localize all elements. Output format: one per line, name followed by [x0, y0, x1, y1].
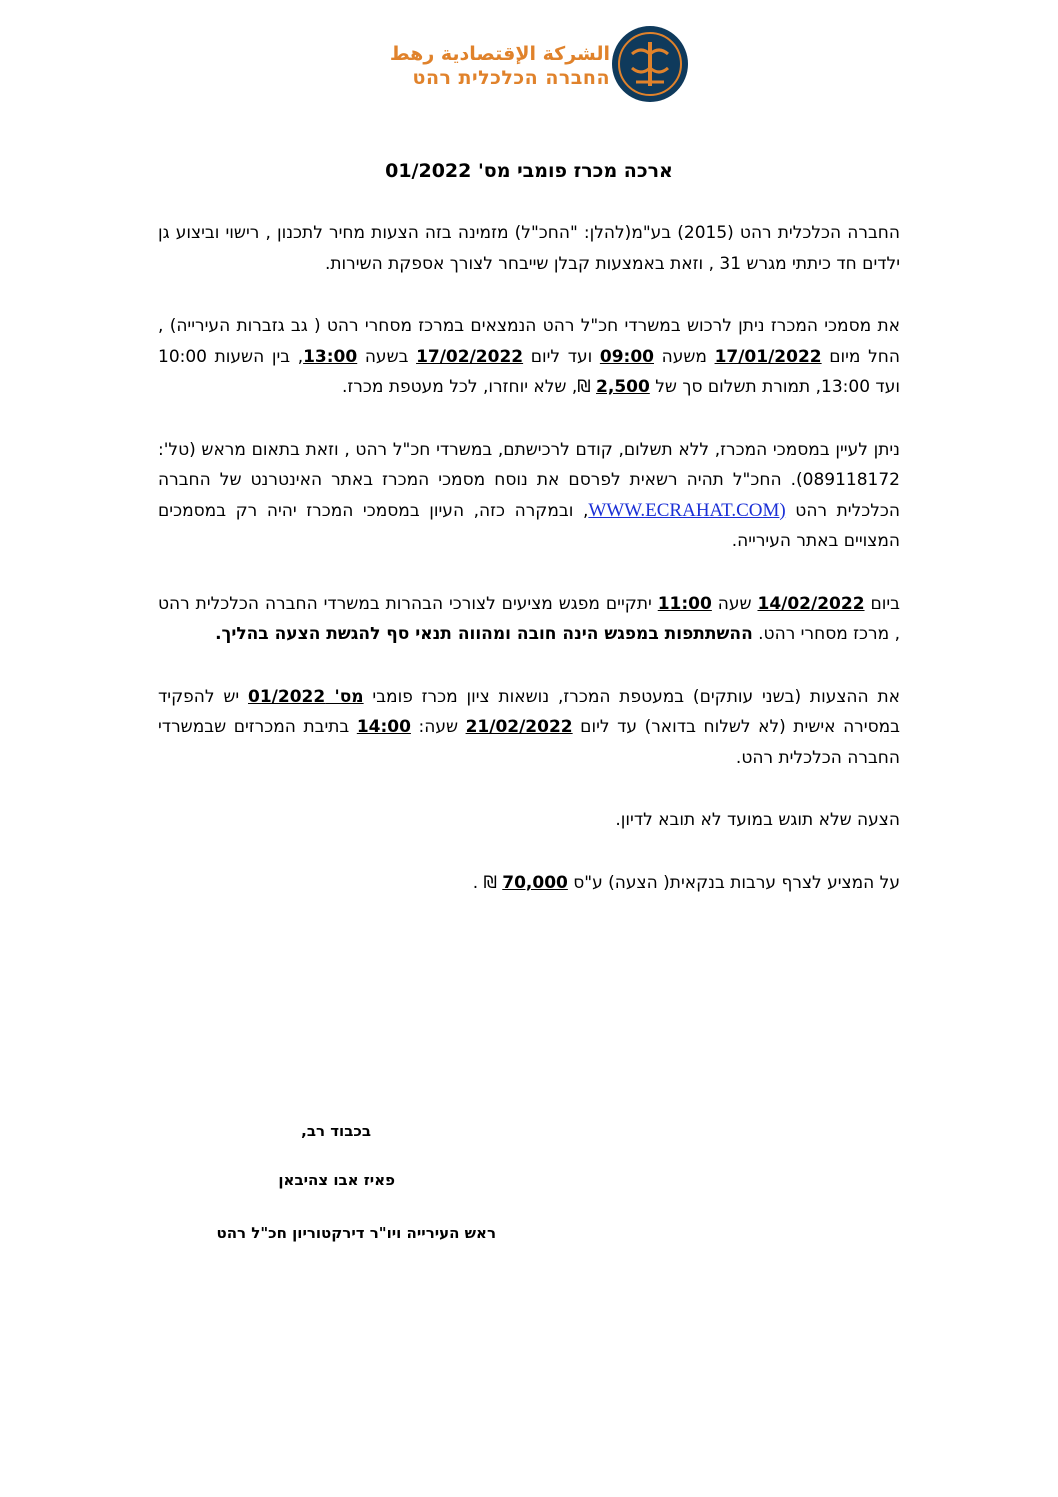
text: , ובמקרה כזה, העיון במסמכי המכרז יהיה רק במסמכים המצויים באתר העירייה.	[158, 500, 900, 551]
text: שעה	[711, 593, 758, 614]
meeting-time: 11:00	[657, 593, 712, 614]
text: יתקיים מפגש מציעים לצורכי הבהרות במשרדי החברה הכלכלית רהט , מרכז מסחרי רהט.	[158, 593, 900, 644]
guarantee-amount: 70,000	[502, 872, 568, 893]
signature-name: פאיז אבו צהיבאן	[278, 1171, 395, 1189]
fee-amount: 2,500	[596, 377, 650, 397]
signature-regards: בכבוד רב,	[301, 1122, 371, 1140]
page-title: ארכה מכרז פומבי מס' 01/2022	[385, 160, 673, 182]
text: , בין השעות 10:00 ועד 13:00, תמורת תשלום סך של	[158, 346, 900, 397]
text: ₪ .	[472, 872, 503, 893]
paragraph-guarantee	[158, 868, 900, 899]
mandatory-notice: ההשתתפות במפגש הינה חובה ומהווה תנאי סף להגשת הצעה בהליך.	[215, 624, 753, 644]
text: בשעה	[357, 346, 417, 367]
text: את ההצעות (בשני עותקים) במעטפת המכרז, נושאות ציון מכרז פומבי	[363, 686, 900, 707]
signature-role: ראש העירייה ויו"ר דירקטוריון חכ"ל רהט	[216, 1224, 496, 1242]
document-body	[158, 218, 900, 930]
logo-arabic-name: الشركة الإقتصادية رهط	[389, 43, 610, 65]
logo-hebrew-name: החברה הכלכלית רהט	[412, 67, 610, 89]
submission-date: 21/02/2022	[465, 717, 573, 737]
paragraph-intro: החברה הכלכלית רהט (2015) בע"מ(להלן: "החכ"ל) מזמינה בזה הצעות מחיר לתכנון , רישוי וביצוע גן ילדים חד כיתתי מגרש 31 , וזאת באמצעות קבלן שייבחר לצורך אספקת השירות.	[158, 223, 900, 274]
paragraph-meeting	[158, 589, 900, 650]
logo-text	[390, 42, 610, 90]
paragraph-review	[158, 435, 900, 557]
paragraph-purchase	[158, 311, 900, 403]
tender-number: מס' 01/2022	[248, 686, 364, 707]
text: ₪, שלא יוחזרו, לכל מעטפת מכרז.	[342, 377, 597, 397]
logo-emblem-icon	[610, 24, 690, 104]
text: משעה	[654, 346, 715, 367]
start-time: 09:00	[599, 346, 654, 367]
text: את מסמכי המכרז ניתן לרכוש במשרדי חכ"ל רהט הנמצאים במרכז מסחרי רהט ( גב גזברות העירייה) , החל מיום	[158, 316, 900, 367]
paragraph-late: הצעה שלא תוגש במועד לא תובא לדיון.	[615, 810, 900, 830]
start-date: 17/01/2022	[714, 346, 822, 367]
paragraph-submission	[158, 682, 900, 774]
text: ביום	[864, 593, 900, 614]
text: ועד ליום	[523, 346, 600, 367]
text: ניתן לעיין במסמכי המכרז, ללא תשלום, קודם לרכישתם, במשרדי חכ"ל רהט , וזאת בתאום מראש (טל': 089118172). החכ"ל תהיה רשאית לפרסם את נוסח מסמכי המכרז באתר האינטרנט של החברה הכלכלית רהט	[158, 439, 900, 521]
end-date: 17/02/2022	[416, 346, 524, 367]
website-link[interactable]: (WWW.ECRAHAT.COM	[588, 499, 786, 521]
end-time: 13:00	[303, 346, 358, 367]
text: שעה:	[410, 717, 466, 737]
text: בתיבת המכרזים שבמשרדי החברה הכלכלית רהט.	[158, 717, 900, 768]
meeting-date: 14/02/2022	[757, 593, 865, 614]
text: יש להפקיד במסירה אישית (לא לשלוח בדואר) עד ליום	[158, 686, 900, 737]
submission-time: 14:00	[356, 717, 411, 737]
text: על המציע לצרף ערבות בנקאית( הצעה) ע"ס	[567, 872, 900, 893]
company-logo	[389, 24, 690, 116]
